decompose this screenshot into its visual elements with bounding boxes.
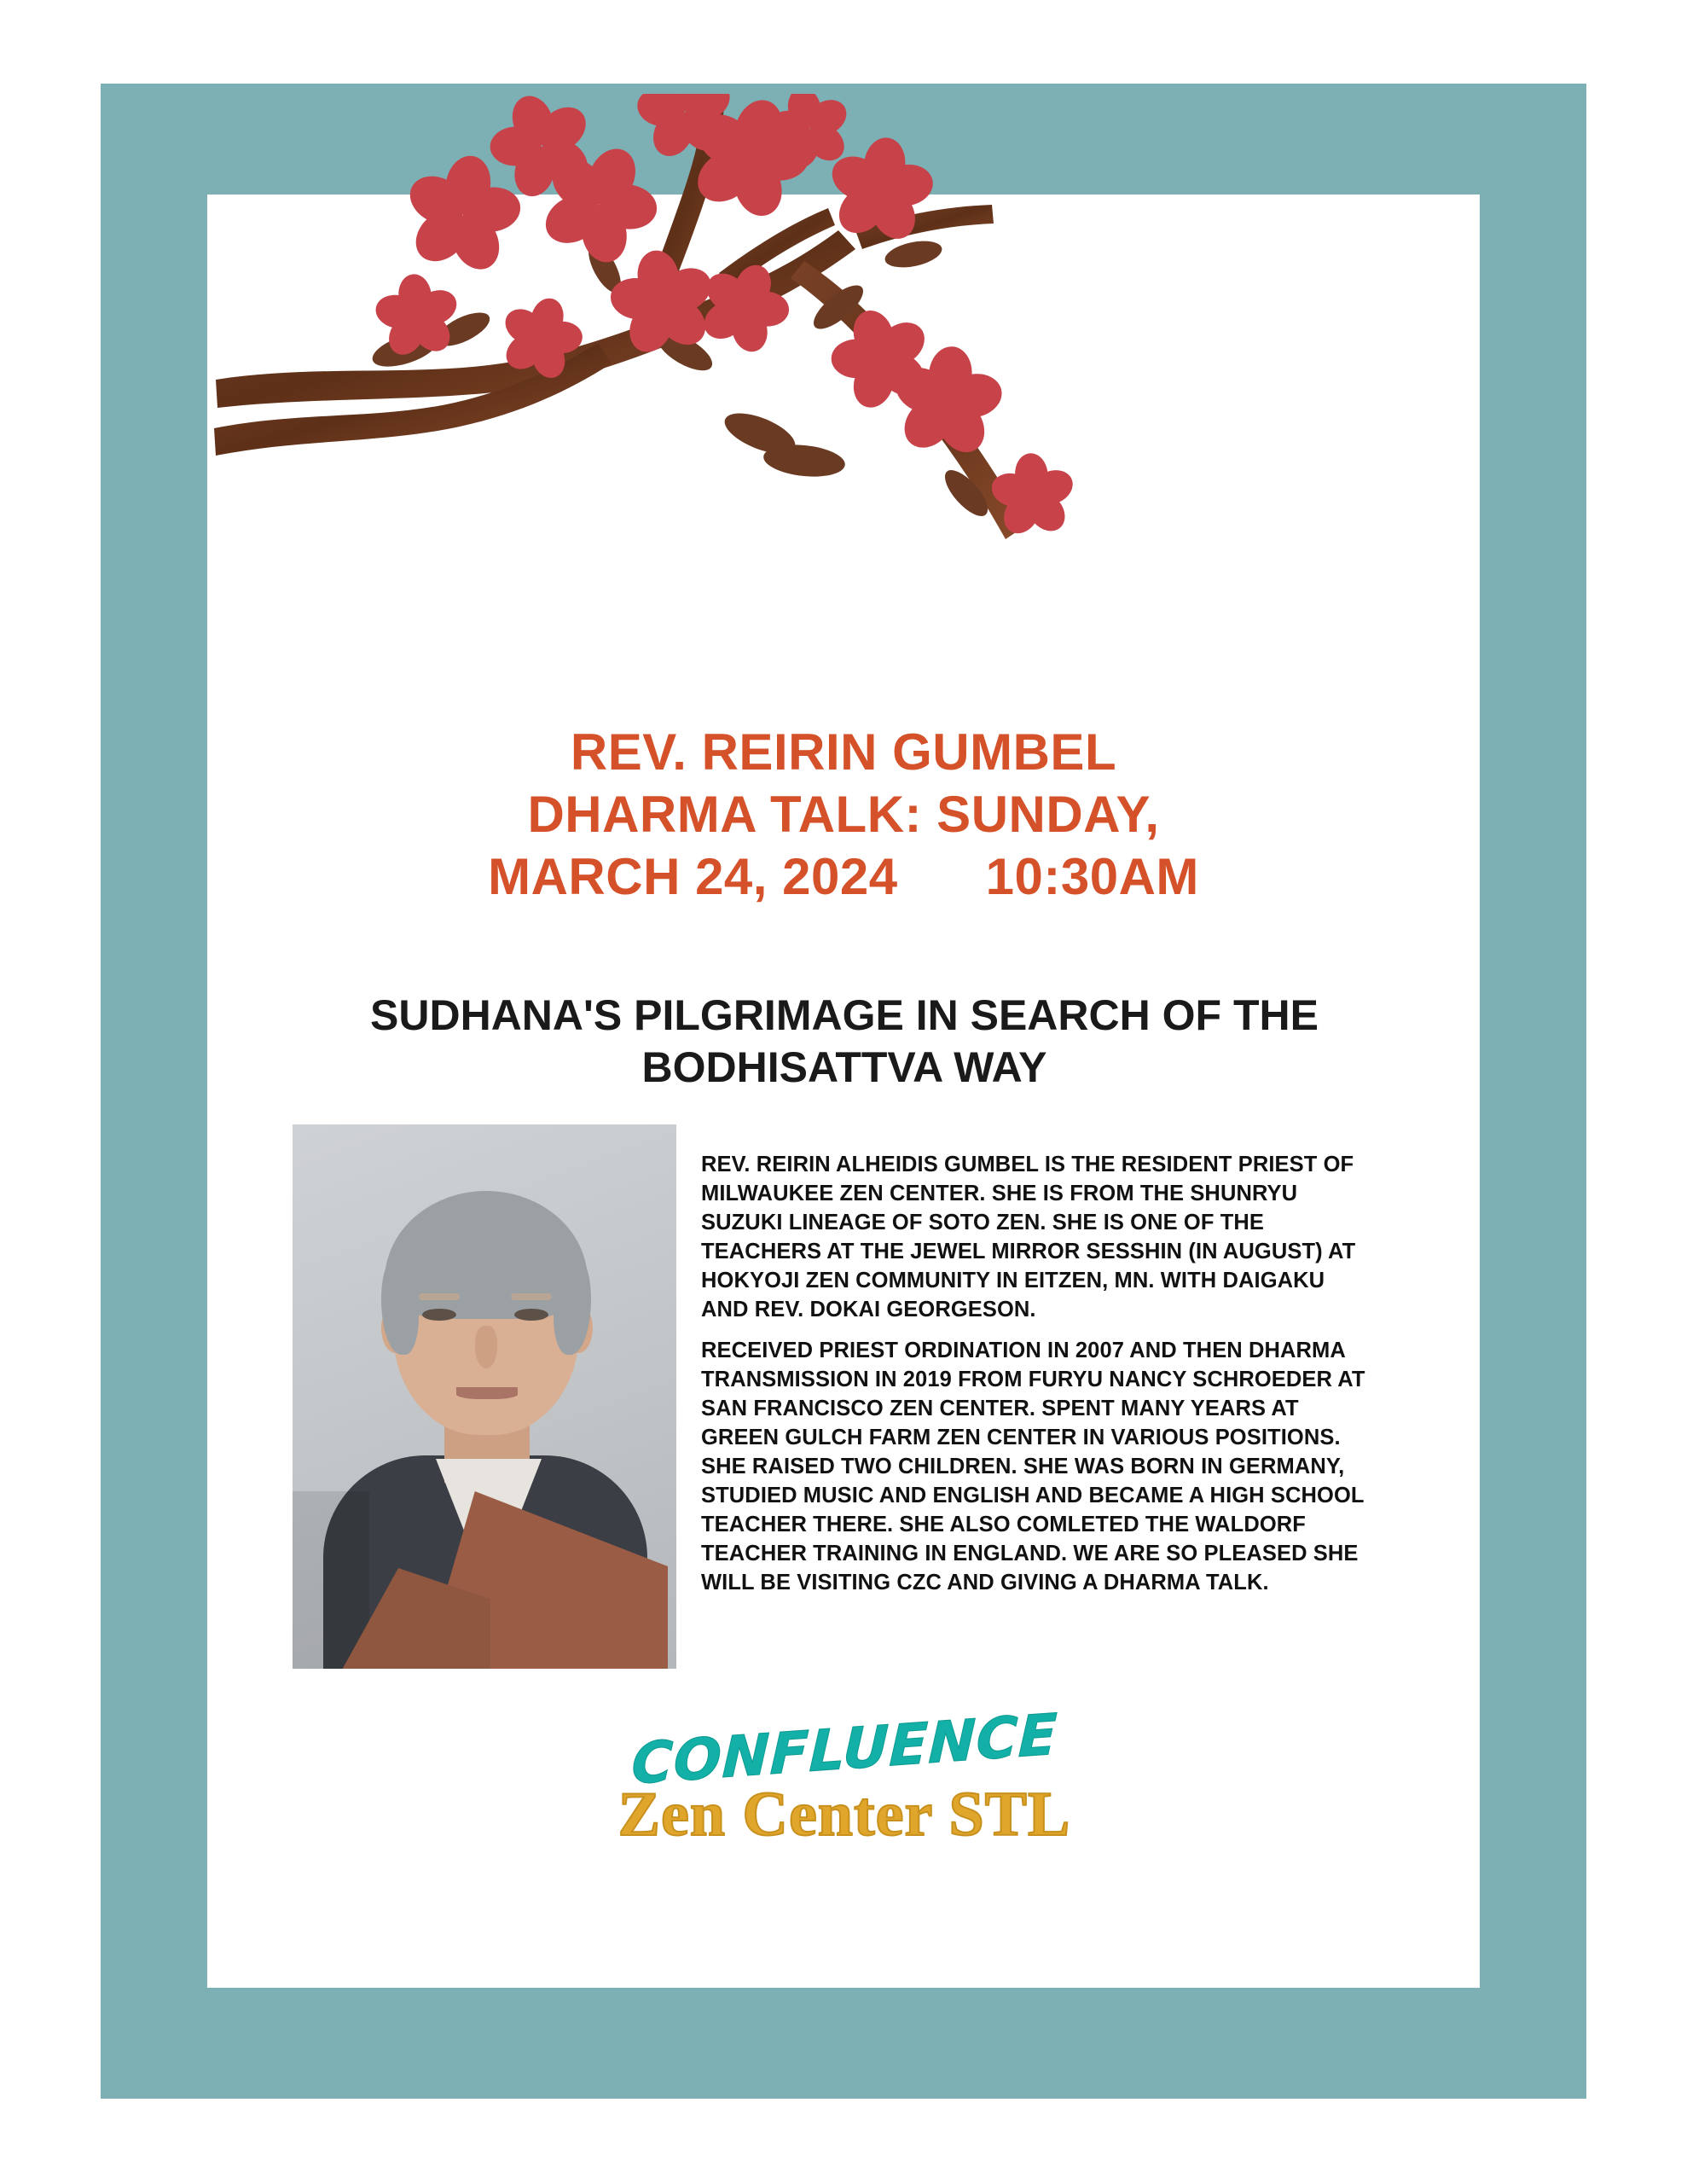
photo-mouth bbox=[456, 1387, 518, 1399]
photo-nose bbox=[475, 1326, 497, 1368]
headline-line-1: REV. REIRIN GUMBEL bbox=[570, 723, 1117, 781]
logo-bottom-words: Zen Center STL bbox=[617, 1780, 1071, 1850]
speaker-bio bbox=[701, 1150, 1375, 1597]
bio-paragraph-2: RECEIVED PRIEST ORDINATION IN 2007 AND THEN DHARMA TRANSMISSION IN 2019 FROM FURYU NANCY SCHROEDER AT SAN FRANCISCO ZEN CENTER. SPENT MANY YEARS AT GREEN GULCH FARM ZEN CENTER IN VARIOUS POSITIONS. SHE RAISED TWO CHILDREN. SHE WAS BORN IN GERMANY, STUDIED MUSIC AND ENGLISH AND BECAME A HIGH SCHOOL TEACHER THERE. SHE ALSO COMLETED THE WALDORF TEACHER TRAINING IN ENGLAND. WE ARE SO PLEASED SHE WILL BE VISITING CZC AND GIVING A DHARMA TALK. bbox=[701, 1339, 1365, 1595]
photo-brow-left bbox=[419, 1293, 460, 1300]
poster-headline bbox=[207, 721, 1480, 909]
headline-line-2: DHARMA TALK: SUNDAY, bbox=[527, 786, 1160, 844]
bio-paragraph-1: REV. REIRIN ALHEIDIS GUMBEL IS THE RESIDENT PRIEST OF MILWAUKEE ZEN CENTER. SHE IS FROM THE SHUNRYU SUZUKI LINEAGE OF SOTO ZEN. SHE IS ONE OF THE TEACHERS AT THE JEWEL MIRROR SESSHIN (IN AUGUST) AT HOKYOJI ZEN COMMUNITY IN EITZEN, MN. WITH DAIGAKU AND REV. DOKAI GEORGESON. bbox=[701, 1153, 1356, 1322]
photo-brow-right bbox=[511, 1293, 552, 1300]
photo-hair-left bbox=[381, 1252, 419, 1355]
talk-title: SUDHANA'S PILGRIMAGE IN SEARCH OF THE BODHISATTVA WAY bbox=[370, 991, 1319, 1091]
confluence-zen-center-logo bbox=[529, 1701, 1160, 1879]
logo-top-word: CONFLUENCE bbox=[629, 1701, 1059, 1798]
speaker-photo bbox=[293, 1124, 676, 1669]
photo-eye-left bbox=[422, 1309, 456, 1321]
photo-eye-right bbox=[514, 1309, 548, 1321]
headline-line-3: MARCH 24, 2024 10:30AM bbox=[488, 848, 1199, 906]
